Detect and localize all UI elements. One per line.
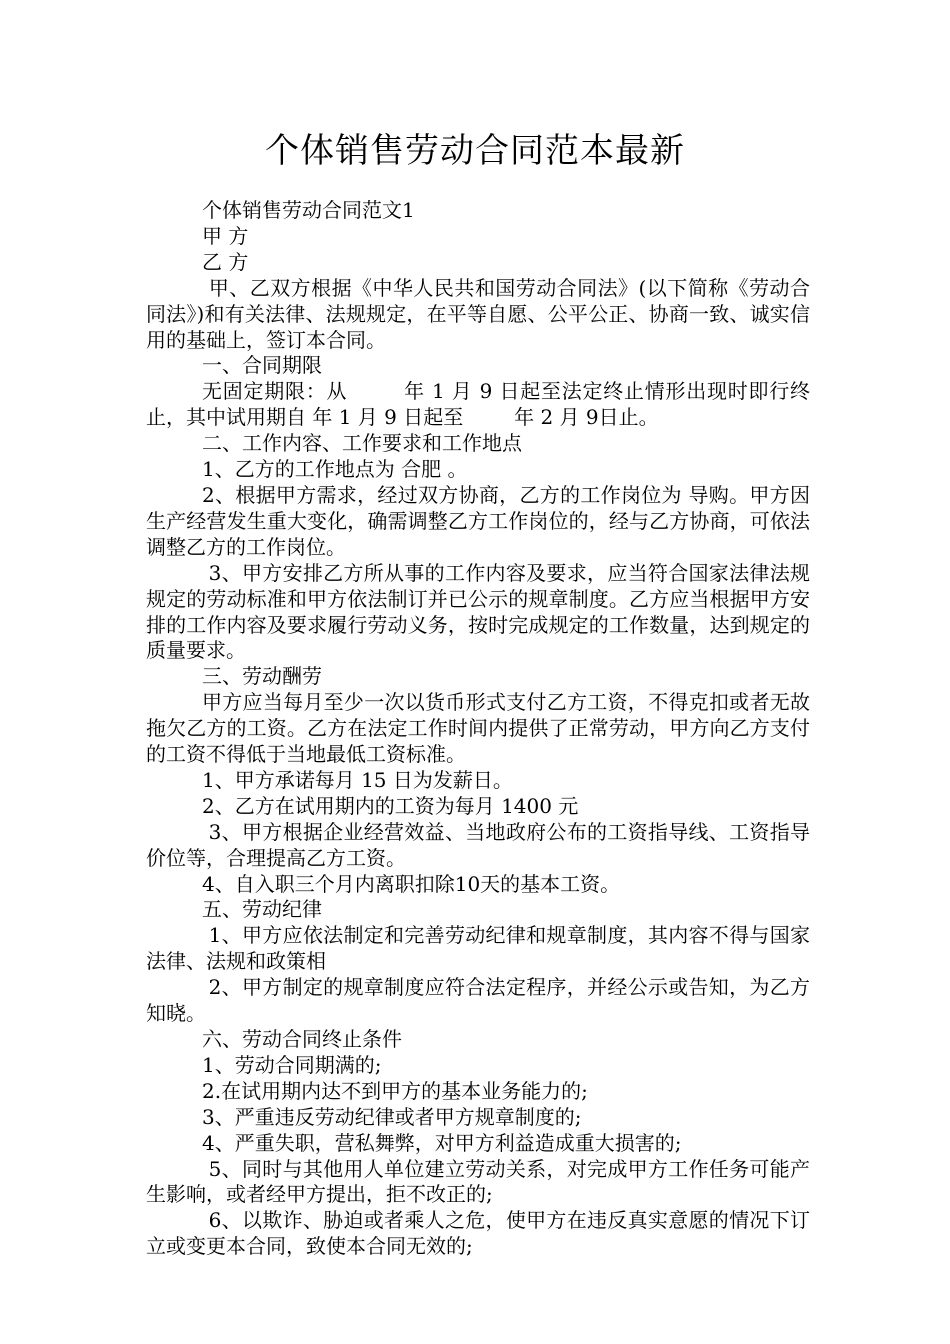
- paragraph-probation-wage: 2、乙方在试用期内的工资为每月 1400 元: [202, 793, 579, 818]
- paragraph-work-requirements: 3、甲方安排乙方所从事的工作内容及要求，应当符合国家法律法规规定的劳动标准和甲方依法制订并已公示的规章制度。乙方应当根据甲方安排的工作内容及要求履行劳动义务，按时完成规定的工作数量，达到规定的质量要求。: [146, 560, 810, 663]
- list-item-termination-1: 1、劳动合同期满的;: [202, 1052, 382, 1077]
- section-heading-remuneration: 三、劳动酬劳: [202, 664, 322, 689]
- paragraph-discipline-rules: 1、甲方应依法制定和完善劳动纪律和规章制度，其内容不得与国家法律、法规和政策相: [146, 923, 810, 974]
- paragraph-work-location: 1、乙方的工作地点为 合肥 。: [202, 457, 468, 482]
- section-heading-work-content: 二、工作内容、工作要求和工作地点: [202, 431, 522, 456]
- section-heading-termination: 六、劳动合同终止条件: [202, 1027, 402, 1051]
- paragraph-party-a: 甲 方: [202, 223, 249, 248]
- list-item-termination-6: 6、以欺诈、胁迫或者乘人之危，使甲方在违反真实意愿的情况下订立或变更本合同，致使本合同无效的;: [146, 1208, 810, 1259]
- paragraph-contract-sample-heading: 个体销售劳动合同范文1: [202, 198, 415, 222]
- list-item-termination-2: 2.在试用期内达不到甲方的基本业务能力的;: [202, 1078, 588, 1103]
- document-body: [146, 198, 810, 1260]
- paragraph-wage-increase: 3、甲方根据企业经营效益、当地政府公布的工资指导线、工资指导价位等，合理提高乙方工资。: [146, 819, 810, 870]
- paragraph-preamble: 甲、乙双方根据《中华人民共和国劳动合同法》(以下简称《劳动合同法》)和有关法律、法规规定，在平等自愿、公平公正、协商一致、诚实信用的基础上，签订本合同。: [146, 275, 810, 352]
- section-heading-contract-term: 一、合同期限: [202, 353, 322, 378]
- paragraph-wage-payment: 甲方应当每月至少一次以货币形式支付乙方工资，不得克扣或者无故拖欠乙方的工资。乙方在法定工作时间内提供了正常劳动，甲方向乙方支付的工资不得低于当地最低工资标准。: [146, 690, 810, 767]
- list-item-termination-5: 5、同时与其他用人单位建立劳动关系，对完成甲方工作任务可能产生影响，或者经甲方提出，拒不改正的;: [146, 1156, 810, 1207]
- paragraph-early-leave-deduction: 4、自入职三个月内离职扣除10天的基本工资。: [202, 871, 621, 896]
- section-heading-labor-discipline: 五、劳动纪律: [202, 897, 322, 922]
- paragraph-discipline-procedure: 2、甲方制定的规章制度应符合法定程序，并经公示或告知，为乙方知晓。: [146, 975, 810, 1026]
- document-title: 个体销售劳动合同范本最新: [265, 131, 685, 171]
- paragraph-work-position: 2、根据甲方需求，经过双方协商，乙方的工作岗位为 导购。甲方因生产经营发生重大变化，确需调整乙方工作岗位的，经与乙方协商，可依法调整乙方的工作岗位。: [146, 482, 810, 559]
- list-item-termination-3: 3、严重违反劳动纪律或者甲方规章制度的;: [202, 1104, 582, 1129]
- paragraph-contract-term: 无固定期限：从 年 1 月 9 日起至法定终止情形出现时即行终止，其中试用期自 年 1 月 9 日起至 年 2 月 9日止。: [146, 379, 810, 430]
- paragraph-payday: 1、甲方承诺每月 15 日为发薪日。: [202, 767, 513, 792]
- list-item-termination-4: 4、严重失职，营私舞弊，对甲方利益造成重大损害的;: [202, 1130, 682, 1155]
- paragraph-party-b: 乙 方: [202, 249, 249, 274]
